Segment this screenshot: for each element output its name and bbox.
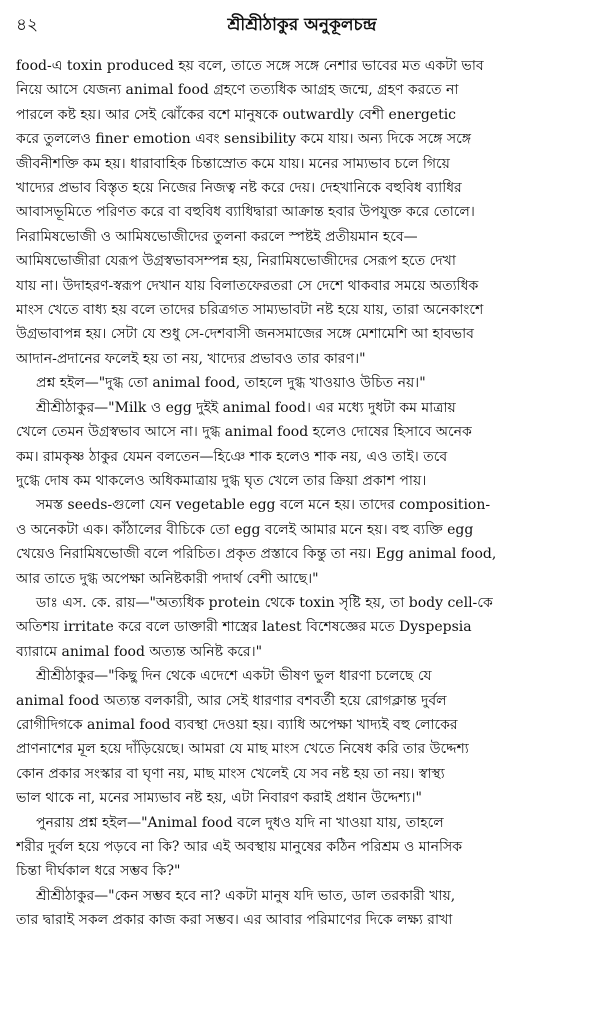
text-line: আদান-প্রদানের ফলেই হয় তা নয়, খাদ্যের প্রভাবও তার কারণ।" xyxy=(16,350,366,367)
text-line: ভাল থাকে না, মনের সাম্যভাব নষ্ট হয়, এটা নিবারণ করাই প্রধান উদ্দেশ্য।" xyxy=(16,790,422,807)
text-line: মাংস খেতে বাধ্য হয় বলে তাদের চরিত্রগত সাম্যভাবটা নষ্ট হয়ে যায়, তারা অনেকাংশে xyxy=(16,302,484,319)
text-line: করে তুললেও finer emotion এবং sensibility কমে যায়। অন্য দিকে সঙ্গে সঙ্গে xyxy=(16,131,471,148)
text-line: প্রশ্ন হইল—"দুগ্ধ তো animal food, তাহলে দুগ্ধ খাওয়াও উচিত নয়।" xyxy=(36,375,426,392)
text-line: পুনরায় প্রশ্ন হইল—"Animal food বলে দুধও যদি না খাওয়া যায়, তাহলে xyxy=(36,814,444,831)
paragraph-doctor-ray xyxy=(16,591,588,664)
text-line: food-এ toxin produced হয় বলে, তাতে সঙ্গে সঙ্গে নেশার ভাবের মত একটা ভাব xyxy=(16,58,484,74)
text-line: তার দ্বারাই সকল প্রকার কাজ করা সম্ভব। এর আবার পরিমাণের দিকে লক্ষ্য রাখা xyxy=(16,912,453,929)
paragraph-question-milk xyxy=(16,371,588,395)
text-line: শ্রীশ্রীঠাকুর—"কেন সম্ভব হবে না? একটা মানুষ যদি ভাত, ডাল তরকারী খায়, xyxy=(36,887,456,904)
text-line: খেয়েও নিরামিষভোজী বলে পরিচিত। প্রকৃত প্রস্তাবে কিন্তু তা নয়। Egg animal food, xyxy=(16,546,497,563)
text-line: সমস্ত seeds-গুলো যেন vegetable egg বলে মনে হয়। তাদের composition- xyxy=(36,497,491,514)
text-line: পারলে কষ্ট হয়। আর সেই ঝোঁকের বশে মানুষকে outwardly বেশী energetic xyxy=(16,106,457,123)
text-line: আর তাতে দুগ্ধ অপেক্ষা অনিষ্টকারী পদার্থ বেশী আছে।" xyxy=(16,570,319,587)
text-line: জীবনীশক্তি কম হয়। ধারাবাহিক চিন্তাস্রোত কমে যায়। মনের সাম্যভাব চলে গিয়ে xyxy=(16,155,450,172)
text-line: দুগ্ধে দোষ কম থাকলেও অধিকমাত্রায় দুগ্ধ ঘৃত খেলে তার ক্রিয়া প্রকাশ পায়। xyxy=(16,472,427,489)
text-line: ও অনেকটা এক। কাঁঠালের বীচিকে তো egg বলেই আমার মনে হয়। বহু ব্যক্তি egg xyxy=(16,521,474,538)
text-line: যায় না। উদাহরণ-স্বরূপ দেখান যায় বিলাতফেরতরা সে দেশে থাকবার সময়ে অত্যধিক xyxy=(16,277,479,294)
paragraph-toxin-para xyxy=(16,54,588,371)
text-line: শ্রীশ্রীঠাকুর—"Milk ও egg দুইই animal food। এর মধ্যে দুধটা কম মাত্রায় xyxy=(36,399,456,416)
text-line: কম। রামকৃষ্ণ ঠাকুর যেমন বলতেন—হিঞে শাক হলেও শাক নয়, এও তাই। তবে xyxy=(16,448,448,465)
page-header xyxy=(16,10,588,40)
text-line: খাদ্যের প্রভাব বিস্তৃত হয়ে নিজের নিজত্ব নষ্ট করে দেয়। দেহখানিকে বহুবিধ ব্যাধির xyxy=(16,180,462,197)
text-line: ব্যারামে animal food অত্যন্ত অনিষ্ট করে।" xyxy=(16,643,263,660)
text-line: আবাসভূমিতে পরিণত করে বা বহুবিধ ব্যাধিদ্বারা আক্রান্ত হবার উপযুক্ত করে তোলে। xyxy=(16,204,475,221)
text-line: শ্রীশ্রীঠাকুর—"কিছু দিন থেকে এদেশে একটা ভীষণ ভুল ধারণা চলেছে যে xyxy=(36,668,432,685)
text-line: ডাঃ এস. কে. রায়—"অত্যধিক protein থেকে toxin সৃষ্টি হয়, তা body cell-কে xyxy=(36,594,493,611)
body-text xyxy=(16,54,588,933)
text-line: কোন প্রকার সংস্কার বা ঘৃণা নয়, মাছ মাংস খেলেই যে সব নষ্ট হয় তা নয়। স্বাস্থ্য xyxy=(16,765,445,782)
text-line: নিরামিষভোজী ও আমিষভোজীদের তুলনা করলে স্পষ্টই প্রতীয়মান হবে— xyxy=(16,228,418,245)
text-line: প্রাণনাশের মূল হয়ে দাঁড়িয়েছে। আমরা যে মাছ মাংস খেতে নিষেধ করি তার উদ্দেশ্য xyxy=(16,741,469,758)
paragraph-seeds-para xyxy=(16,493,588,591)
text-line: শরীর দুর্বল হয়ে পড়বে না কি? আর এই অবস্থায় মানুষের কঠিন পরিশ্রম ও মানসিক xyxy=(16,839,463,855)
text-line: আমিষভোজীরা যেরূপ উগ্রস্বভাবসম্পন্ন হয়, নিরামিষভোজীদের সেরূপ হতে দেখা xyxy=(16,253,456,270)
text-line: নিয়ে আসে যেজন্য animal food গ্রহণে তত্যধিক আগ্রহ জন্মে, গ্রহণ করতে না xyxy=(16,82,459,99)
paragraph-answer-milk-egg xyxy=(16,396,588,494)
paragraph-question-strength xyxy=(16,811,588,884)
text-line: খেলে তেমন উগ্রস্বভাব আসে না। দুগ্ধ animal food হলেও দোষের হিসাবে অনেক xyxy=(16,424,472,441)
paragraph-answer-rice-dal xyxy=(16,884,588,933)
text-line: উগ্রভাবাপন্ন হয়। সেটা যে শুধু সে-দেশবাসী জনসমাজের সঙ্গে মেশামেশি আ হাবভাব xyxy=(16,326,474,343)
page-number: ৪২ xyxy=(16,15,39,35)
text-line: অতিশয় irritate করে বলে ডাক্তারী শাস্ত্রের latest বিশেষজ্ঞের মতে Dyspepsia xyxy=(16,619,472,636)
text-line: চিন্তা দীর্ঘকাল ধরে সম্ভব কি?" xyxy=(16,863,181,880)
text-line: রোগীদিগকে animal food ব্যবস্থা দেওয়া হয়। ব্যাধি অপেক্ষা খাদ্যই বহু লোকের xyxy=(16,716,458,733)
paragraph-answer-misconception xyxy=(16,664,588,810)
text-line: animal food অত্যন্ত বলকারী, আর সেই ধারণার বশবর্তী হয়ে রোগক্লান্ত দুর্বল xyxy=(16,692,447,709)
running-title: শ্রীশ্রীঠাকুর অনুকূলচন্দ্র xyxy=(227,15,377,35)
